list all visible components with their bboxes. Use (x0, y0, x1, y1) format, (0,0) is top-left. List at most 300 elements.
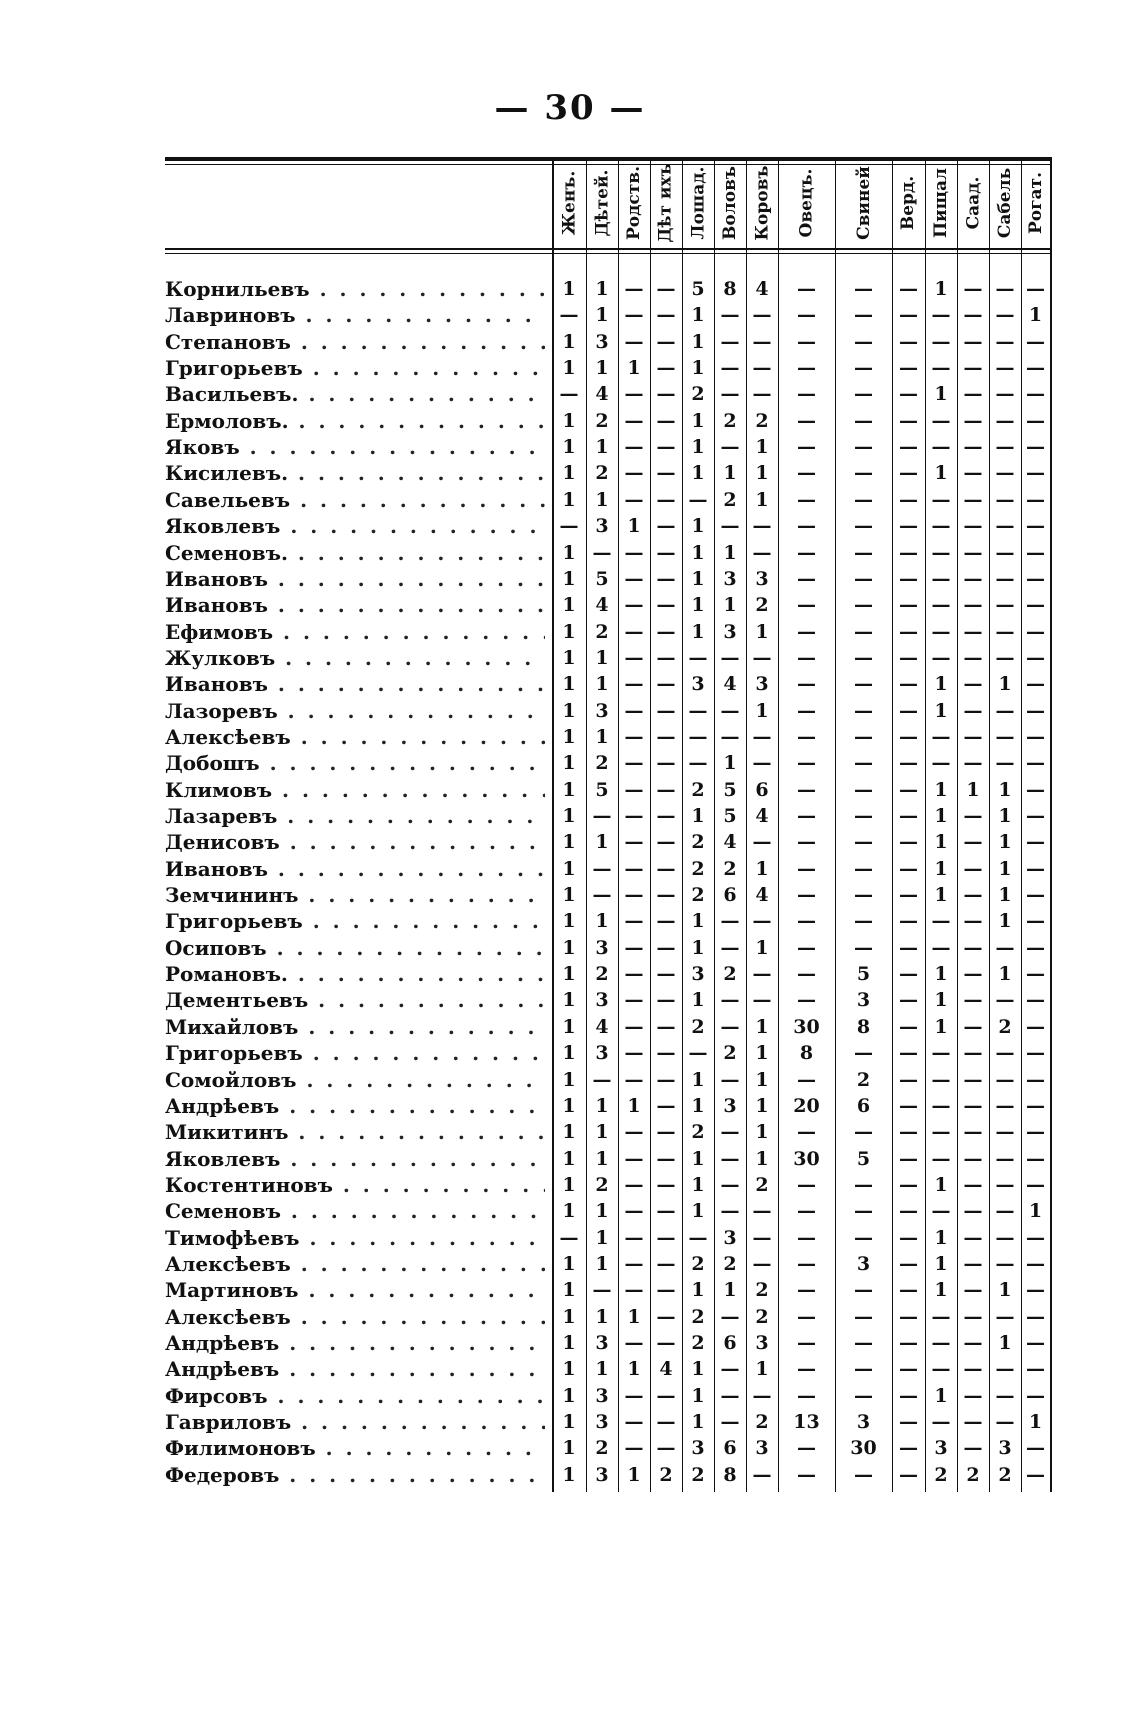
table-cell: — (899, 1358, 918, 1381)
table-cell: 3 (755, 1437, 769, 1460)
table-cell: — (963, 567, 983, 590)
table-cell: — (931, 1094, 951, 1117)
table-cell: — (1026, 1015, 1045, 1038)
table-cell: — (963, 383, 983, 406)
table-cell: — (963, 1094, 983, 1117)
table-cell: 1 (691, 462, 705, 485)
table-cell: — (899, 673, 918, 696)
table-cell: — (931, 488, 951, 511)
table-cell: — (963, 1411, 983, 1434)
table-cell: — (963, 646, 983, 669)
table-cell: — (995, 620, 1015, 643)
table-cell: 3 (595, 1463, 609, 1486)
table-cell: 1 (934, 278, 948, 300)
table-cell: — (624, 1411, 644, 1434)
table-cell: — (899, 989, 918, 1012)
table-cell: — (854, 357, 873, 380)
table-cell: — (624, 699, 644, 722)
table-cell: 1 (562, 989, 576, 1012)
table-cell: 3 (595, 936, 609, 959)
household-name: Степановъ . . . (165, 329, 545, 355)
table-cell: — (899, 857, 918, 880)
table-row (0, 1277, 1140, 1303)
table-row (0, 540, 1140, 566)
household-name: Филимоновъ . . . (165, 1435, 545, 1461)
table-cell: — (899, 936, 918, 959)
table-cell: — (854, 936, 873, 959)
table-cell: — (624, 620, 644, 643)
table-cell: 3 (595, 989, 609, 1012)
table-cell: 1 (691, 436, 705, 459)
column-header (1021, 157, 1050, 249)
page-number: — 30 — (494, 88, 646, 128)
table-cell: — (963, 1042, 983, 1065)
table-cell: 1 (1028, 304, 1043, 327)
column-header (586, 157, 618, 249)
table-cell: — (752, 646, 772, 669)
table-cell: 2 (691, 1332, 705, 1354)
table-cell: — (854, 1042, 873, 1065)
table-cell: 1 (723, 462, 737, 485)
table-cell: 1 (627, 1305, 641, 1328)
table-cell: 1 (562, 1411, 576, 1434)
table-cell: — (931, 1042, 951, 1065)
column-header (925, 157, 957, 249)
table-cell: — (995, 1305, 1015, 1328)
table-cell: — (963, 673, 983, 696)
household-name: Ефимовъ . . . (165, 619, 545, 645)
table-cell: 1 (595, 278, 609, 300)
table-cell: 1 (562, 1173, 576, 1196)
table-cell: — (688, 1042, 708, 1065)
table-cell: — (995, 1147, 1015, 1170)
table-row (0, 487, 1140, 513)
table-cell: 2 (966, 1463, 980, 1486)
table-cell: 1 (691, 989, 705, 1012)
table-cell: 4 (595, 1015, 609, 1038)
table-cell: — (797, 936, 816, 959)
household-name: Алексѣевъ . . . (165, 1304, 545, 1330)
table-cell: 1 (562, 646, 576, 669)
table-cell: 1 (595, 1147, 609, 1170)
table-cell: — (963, 515, 983, 538)
table-cell: 30 (793, 1015, 820, 1038)
table-cell: — (688, 488, 708, 511)
table-cell: 1 (595, 357, 609, 380)
column-header-label: Овецъ. (796, 168, 817, 238)
table-cell: — (720, 646, 740, 669)
table-cell: — (931, 1147, 951, 1170)
table-cell: — (656, 1200, 676, 1223)
table-cell: — (797, 1252, 816, 1275)
household-name: Жулковъ . . . (165, 645, 545, 671)
table-cell: — (899, 1094, 918, 1117)
table-cell: 3 (723, 567, 737, 590)
table-cell: — (797, 989, 816, 1012)
table-cell: 1 (562, 1279, 576, 1302)
table-cell: — (854, 1332, 873, 1354)
table-cell: — (752, 515, 772, 538)
table-cell: — (624, 1384, 644, 1407)
table-cell: — (797, 1305, 816, 1328)
table-cell: — (624, 1252, 644, 1275)
table-cell: — (899, 541, 918, 564)
table-cell: — (899, 752, 918, 775)
table-cell: — (624, 857, 644, 880)
table-cell: 8 (723, 1463, 737, 1486)
column-header-label: Дѣтей. (592, 169, 613, 237)
table-row (0, 1198, 1140, 1224)
table-cell: — (899, 1200, 918, 1223)
table-cell: — (688, 1226, 708, 1249)
table-cell: — (1026, 1384, 1045, 1407)
table-cell: — (624, 936, 644, 959)
table-cell: — (1026, 1121, 1045, 1144)
table-cell: 2 (691, 1252, 705, 1275)
table-cell: — (624, 594, 644, 617)
table-cell: — (1026, 383, 1045, 406)
table-cell: — (995, 1042, 1015, 1065)
table-cell: 1 (998, 1279, 1012, 1302)
table-cell: 1 (755, 1068, 769, 1091)
column-header (957, 157, 989, 249)
table-cell: 3 (755, 567, 769, 590)
table-cell: 1 (562, 1147, 576, 1170)
household-name: Григорьевъ . . . (165, 908, 545, 934)
table-row (0, 724, 1140, 750)
table-cell: 5 (595, 778, 609, 801)
table-row (0, 1146, 1140, 1172)
household-name: Федеровъ . . . (165, 1462, 545, 1488)
table-cell: 8 (799, 1042, 814, 1065)
table-cell: — (963, 857, 983, 880)
table-cell: 1 (934, 963, 948, 986)
table-cell: 3 (595, 1411, 609, 1434)
table-cell: 1 (627, 357, 641, 380)
table-cell: — (995, 567, 1015, 590)
table-cell: 1 (691, 330, 705, 353)
table-cell: — (752, 910, 772, 933)
column-header (835, 157, 892, 249)
household-name: Ивановъ . . . (165, 856, 545, 882)
table-cell: 1 (755, 462, 769, 485)
table-cell: 1 (562, 1358, 576, 1381)
table-cell: — (963, 1279, 983, 1302)
table-cell: — (931, 1121, 951, 1144)
table-cell: — (931, 1358, 951, 1381)
table-cell: — (797, 831, 816, 854)
column-header-label: Сабель (995, 167, 1016, 239)
table-cell: 1 (562, 541, 576, 564)
table-cell: — (720, 1068, 740, 1091)
column-header-label: Лошад. (688, 166, 708, 240)
table-cell: 1 (934, 383, 948, 406)
table-cell: — (899, 304, 918, 327)
table-cell: — (899, 1226, 918, 1249)
table-cell: — (899, 1252, 918, 1275)
table-cell: 1 (562, 1200, 576, 1223)
table-cell: — (931, 1305, 951, 1328)
table-cell: — (752, 1200, 772, 1223)
table-cell: — (797, 567, 816, 590)
table-cell: — (797, 646, 816, 669)
table-cell: 3 (595, 515, 609, 538)
table-cell: 2 (755, 409, 769, 432)
table-cell: 1 (691, 620, 705, 643)
table-cell: — (854, 1200, 873, 1223)
table-cell: — (559, 1226, 579, 1249)
table-cell: 8 (723, 278, 737, 300)
table-cell: — (797, 884, 816, 907)
table-cell: — (1026, 857, 1045, 880)
table-cell: — (656, 620, 676, 643)
table-cell: — (720, 1305, 740, 1328)
table-cell: — (899, 462, 918, 485)
table-cell: — (559, 383, 579, 406)
household-name: Кисилевъ. . . . (165, 460, 545, 486)
column-header-label: Дѣт ихъ (656, 163, 676, 243)
household-name: Яковъ . . . (165, 434, 545, 460)
table-cell: 30 (793, 1147, 820, 1170)
table-cell: — (1026, 1358, 1045, 1381)
table-cell: 4 (595, 594, 609, 617)
table-cell: 1 (595, 1226, 609, 1249)
table-cell: — (797, 910, 816, 933)
table-cell: — (752, 1384, 772, 1407)
table-cell: — (624, 646, 644, 669)
table-cell: — (899, 383, 918, 406)
table-cell: — (1026, 884, 1045, 907)
table-cell: — (656, 1332, 676, 1354)
table-cell: — (963, 462, 983, 485)
table-cell: 1 (627, 1094, 641, 1117)
table-cell: 1 (562, 409, 576, 432)
table-cell: — (995, 1358, 1015, 1381)
table-cell: — (688, 725, 708, 748)
table-cell: 1 (1028, 1411, 1043, 1434)
table-cell: 1 (562, 1042, 576, 1065)
household-name: Ивановъ . . . (165, 592, 545, 618)
table-cell: — (592, 1068, 612, 1091)
table-cell: — (797, 278, 816, 300)
table-cell: — (854, 1384, 873, 1407)
table-cell: — (899, 1332, 918, 1354)
table-cell: 6 (755, 778, 769, 801)
household-name: Лазаревъ . . . (165, 803, 545, 829)
table-cell: — (931, 357, 951, 380)
table-cell: — (656, 673, 676, 696)
table-cell: — (899, 330, 918, 353)
table-cell: 2 (755, 594, 769, 617)
table-cell: 2 (691, 857, 705, 880)
table-cell: 3 (998, 1437, 1012, 1460)
table-cell: — (797, 1437, 816, 1460)
table-cell: — (624, 884, 644, 907)
table-cell: — (624, 330, 644, 353)
table-cell: 2 (723, 963, 737, 986)
table-cell: — (656, 1147, 676, 1170)
table-cell: — (624, 1042, 644, 1065)
table-cell: — (656, 383, 676, 406)
table-cell: 2 (595, 409, 609, 432)
table-cell: — (899, 725, 918, 748)
table-cell: 5 (691, 278, 705, 300)
table-cell: 2 (934, 1463, 948, 1486)
table-cell: — (963, 1437, 983, 1460)
table-cell: 3 (595, 1384, 609, 1407)
table-cell: — (797, 383, 816, 406)
table-row (0, 1014, 1140, 1040)
column-header (892, 157, 925, 249)
table-row (0, 1462, 1140, 1488)
table-cell: 1 (755, 1094, 769, 1117)
table-cell: 1 (562, 936, 576, 959)
table-row (0, 460, 1140, 486)
table-cell: — (899, 436, 918, 459)
table-cell: — (963, 805, 983, 827)
table-cell: — (752, 752, 772, 775)
table-row (0, 619, 1140, 645)
table-cell: — (797, 594, 816, 617)
table-cell: — (624, 1147, 644, 1170)
table-cell: — (656, 1094, 676, 1117)
table-cell: — (656, 462, 676, 485)
table-cell: 1 (562, 1252, 576, 1275)
table-cell: 1 (562, 857, 576, 880)
table-cell: — (656, 515, 676, 538)
table-cell: — (797, 436, 816, 459)
table-cell: — (1026, 1332, 1045, 1354)
table-cell: 2 (595, 752, 609, 775)
table-row (0, 987, 1140, 1013)
table-cell: — (752, 725, 772, 748)
table-cell: 1 (562, 1094, 576, 1117)
table-cell: — (797, 805, 816, 827)
table-cell: 1 (595, 831, 609, 854)
table-cell: — (963, 278, 983, 300)
household-name: Добошъ . . . (165, 750, 545, 776)
table-cell: 2 (723, 857, 737, 880)
table-row (0, 671, 1140, 697)
table-cell: — (797, 752, 816, 775)
table-cell: — (624, 567, 644, 590)
table-cell: 1 (627, 1358, 641, 1381)
household-name: Романовъ. . . . (165, 961, 545, 987)
table-cell: 3 (691, 963, 705, 986)
table-cell: — (995, 541, 1015, 564)
table-cell: — (1026, 752, 1045, 775)
table-cell: 2 (998, 1463, 1012, 1486)
table-cell: 2 (595, 462, 609, 485)
table-cell: — (797, 330, 816, 353)
table-cell: — (720, 1384, 740, 1407)
table-cell: — (656, 1384, 676, 1407)
table-cell: — (656, 567, 676, 590)
table-cell: 1 (595, 725, 609, 748)
table-cell: 1 (755, 699, 769, 722)
table-cell: — (797, 963, 816, 986)
household-name: Семеновъ . . . (165, 1198, 545, 1224)
table-row (0, 513, 1140, 539)
table-cell: — (656, 831, 676, 854)
table-cell: — (1026, 357, 1045, 380)
table-cell: 6 (723, 1332, 737, 1354)
table-cell: 1 (562, 1332, 576, 1354)
table-cell: 1 (562, 673, 576, 696)
household-name: Яковлевъ . . . (165, 513, 545, 539)
table-cell: — (720, 725, 740, 748)
table-cell: — (1026, 910, 1045, 933)
table-cell: — (1026, 831, 1045, 854)
table-cell: — (720, 357, 740, 380)
table-cell: — (656, 646, 676, 669)
table-cell: — (963, 1384, 983, 1407)
table-cell: 3 (723, 620, 737, 643)
table-cell: — (624, 1068, 644, 1091)
table-cell: 1 (691, 1147, 705, 1170)
table-row (0, 1383, 1140, 1409)
table-cell: — (624, 1226, 644, 1249)
table-cell: — (931, 436, 951, 459)
household-name: Григорьевъ . . . (165, 1040, 545, 1066)
table-cell: — (995, 515, 1015, 538)
household-name: Денисовъ . . . (165, 829, 545, 855)
table-cell: — (720, 1411, 740, 1434)
table-cell: — (797, 1384, 816, 1407)
table-cell: 3 (723, 1094, 737, 1117)
table-row (0, 276, 1140, 302)
table-cell: — (1026, 1094, 1045, 1117)
table-cell: — (899, 1279, 918, 1302)
household-name: Савельевъ . . . (165, 487, 545, 513)
table-cell: 4 (755, 278, 769, 300)
table-cell: — (656, 1042, 676, 1065)
table-cell: — (931, 594, 951, 617)
table-cell: — (656, 963, 676, 986)
table-cell: — (931, 646, 951, 669)
table-cell: — (963, 620, 983, 643)
table-cell: 1 (934, 1173, 948, 1196)
table-cell: — (1026, 1173, 1045, 1196)
table-cell: — (656, 1121, 676, 1144)
table-cell: 1 (595, 1252, 609, 1275)
table-cell: — (797, 778, 816, 801)
table-cell: — (854, 462, 873, 485)
table-cell: 1 (934, 1384, 948, 1407)
table-row (0, 329, 1140, 355)
table-cell: 2 (723, 1252, 737, 1275)
table-cell: — (624, 436, 644, 459)
table-cell: 2 (723, 1042, 737, 1065)
table-cell: — (931, 620, 951, 643)
table-cell: — (854, 725, 873, 748)
household-name: Яковлевъ . . . (165, 1146, 545, 1172)
table-cell: — (931, 567, 951, 590)
table-cell: — (854, 1463, 873, 1486)
table-cell: 6 (723, 884, 737, 907)
table-cell: — (624, 1121, 644, 1144)
table-cell: — (899, 1121, 918, 1144)
table-cell: 1 (755, 1042, 769, 1065)
table-cell: — (624, 778, 644, 801)
table-cell: — (963, 594, 983, 617)
table-cell: — (995, 409, 1015, 432)
table-cell: — (963, 1121, 983, 1144)
table-cell: 2 (691, 1305, 705, 1328)
table-cell: — (797, 409, 816, 432)
table-cell: 3 (595, 330, 609, 353)
table-cell: — (720, 304, 740, 327)
